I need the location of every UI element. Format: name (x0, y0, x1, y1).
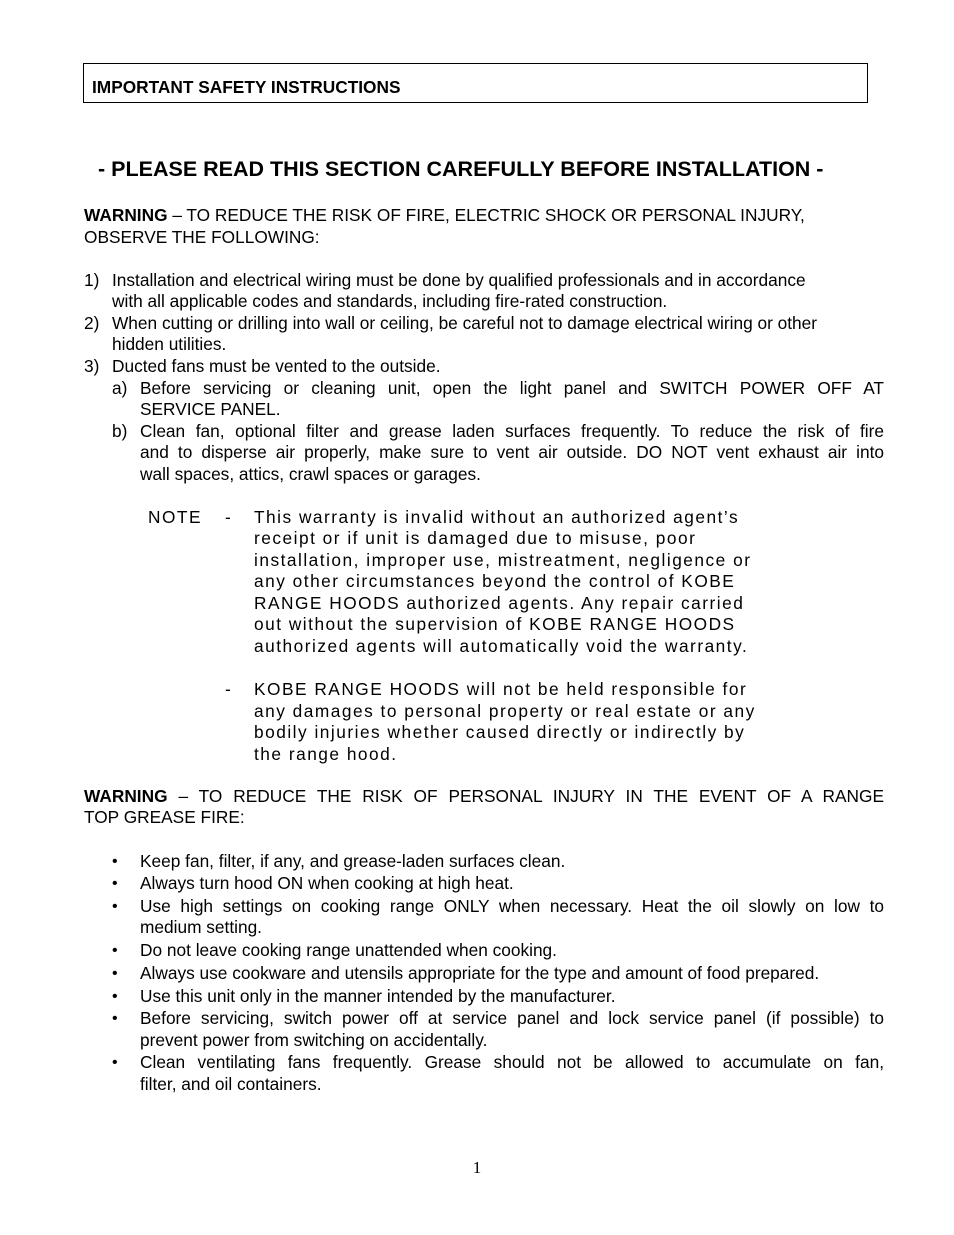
bullet-icon: • (112, 942, 118, 959)
note-line: any other circumstances beyond the control of KOBE (254, 571, 736, 591)
bullet-icon: • (112, 898, 118, 915)
warning-text: – TO REDUCE THE RISK OF PERSONAL INJURY IN THE EVENT OF A RANGE (167, 786, 884, 806)
note-line: the range hood. (254, 744, 398, 764)
bullet-text: Always use cookware and utensils appropriate for the type and amount of food prepared. (140, 963, 820, 983)
bullet-text: medium setting. (140, 917, 262, 937)
note-line: bodily injuries whether caused directly or indirectly by (254, 722, 746, 742)
sub-item-letter: b) (112, 421, 128, 441)
warning-label: WARNING (84, 205, 168, 225)
note-label: NOTE (148, 507, 203, 527)
note-dash: - (225, 679, 233, 699)
item-number: 1) (84, 270, 100, 290)
sub-item-a (112, 378, 884, 400)
bullet-icon: • (112, 1054, 118, 1071)
bullet-text: filter, and oil containers. (140, 1074, 322, 1094)
bullet-text: Use this unit only in the manner intended by the manufacturer. (140, 986, 616, 1006)
sub-item-text-line: wall spaces, attics, crawl spaces or garages. (140, 464, 481, 484)
list-item-3 (84, 356, 884, 378)
section-title: IMPORTANT SAFETY INSTRUCTIONS (92, 77, 401, 97)
warning-paragraph-2 (84, 786, 884, 808)
bullet-icon: • (112, 988, 118, 1005)
note-line: receipt or if unit is damaged due to misuse, poor (254, 528, 697, 548)
bullet-icon: • (112, 875, 118, 892)
item-text-line: Ducted fans must be vented to the outside. (112, 356, 441, 376)
item-text-line: When cutting or drilling into wall or ceiling, be careful not to damage electrical wiring or other (112, 313, 818, 333)
sub-item-text-line: SERVICE PANEL. (140, 399, 281, 419)
note-dash: - (225, 507, 233, 527)
item-text-line: with all applicable codes and standards, including fire-rated construction. (112, 291, 668, 311)
bullet-item (112, 1052, 884, 1074)
sub-item-b (112, 421, 884, 443)
bullet-text: Do not leave cooking range unattended when cooking. (140, 940, 557, 960)
warning-text: – TO REDUCE THE RISK OF FIRE, ELECTRIC SHOCK OR PERSONAL INJURY, OBSERVE THE FOLLOWING: (84, 205, 805, 247)
note-line: This warranty is invalid without an authorized agent’s (254, 507, 740, 527)
bullet-text: Always turn hood ON when cooking at high heat. (140, 873, 514, 893)
sub-item-text-line: Before servicing or cleaning unit, open the light panel and SWITCH POWER OFF AT (140, 378, 884, 398)
note-line: authorized agents will automatically void the warranty. (254, 636, 749, 656)
bullet-text: Use high settings on cooking range ONLY when necessary. Heat the oil slowly on low to (140, 896, 884, 916)
note-line: out without the supervision of KOBE RANGE HOODS (254, 614, 736, 634)
warning-paragraph-1 (84, 205, 884, 248)
bullet-icon: • (112, 965, 118, 982)
bullet-item (112, 896, 884, 918)
page-heading: - PLEASE READ THIS SECTION CAREFULLY BEFORE INSTALLATION - (98, 157, 824, 181)
note-line: any damages to personal property or real estate or any (254, 701, 756, 721)
bullet-icon: • (112, 1010, 118, 1027)
note-line: installation, improper use, mistreatment, negligence or (254, 550, 752, 570)
bullet-item (112, 1008, 884, 1030)
bullet-text: prevent power from switching on accidentally. (140, 1030, 488, 1050)
bullet-text: Before servicing, switch power off at service panel and lock service panel (if possible) to (140, 1008, 884, 1028)
bullet-icon: • (112, 853, 118, 870)
note-line: RANGE HOODS authorized agents. Any repair carried (254, 593, 745, 613)
item-number: 2) (84, 313, 100, 333)
sub-item-text-line: and to disperse air properly, make sure to vent air outside. DO NOT vent exhaust air into (140, 442, 884, 462)
list-item-1 (84, 270, 884, 292)
bullet-text: Keep fan, filter, if any, and grease-laden surfaces clean. (140, 851, 566, 871)
sub-item-text-line: Clean fan, optional filter and grease laden surfaces frequently. To reduce the risk of fire (140, 421, 884, 441)
item-text-line: Installation and electrical wiring must be done by qualified professionals and in accordance (112, 270, 806, 290)
warning-text: TOP GREASE FIRE: (84, 807, 245, 827)
bullet-text: Clean ventilating fans frequently. Grease should not be allowed to accumulate on fan, (140, 1052, 884, 1072)
sub-item-letter: a) (112, 378, 128, 398)
page-number: 1 (472, 1158, 482, 1177)
note-line: KOBE RANGE HOODS will not be held responsible for (254, 679, 748, 699)
warning-label: WARNING (84, 786, 168, 806)
item-text-line: hidden utilities. (112, 334, 227, 354)
item-number: 3) (84, 356, 100, 376)
section-title-box (83, 63, 868, 103)
list-item-2 (84, 313, 884, 335)
